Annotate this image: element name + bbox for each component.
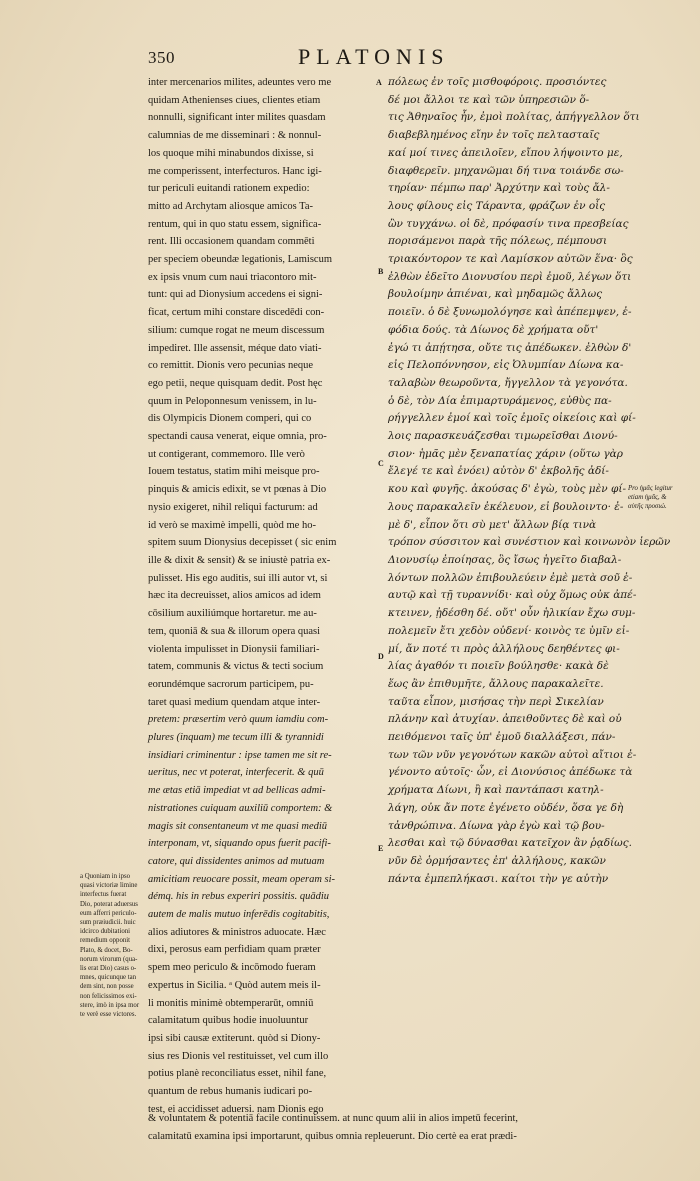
left-note-line: dem sint, non posse — [80, 983, 134, 991]
latin-text-line: id verò se maximè impelli, quòd me ho- — [148, 519, 316, 531]
latin-text-line: spitem suum Dionysius decepisset ( sic enim — [148, 537, 337, 549]
section-letter-b: B — [378, 267, 384, 276]
greek-text-line: γένοντο αὑτοῖς· ὧν, εἰ Διονύσιος ἀπέδωκε τὰ — [388, 766, 633, 779]
greek-text-line: τρόπον σύσσιτον καὶ συνέστιον καὶ κοινωνὸν ἱερῶν — [388, 536, 671, 549]
latin-text-line: mitto ad Archytam aliosque amicos Ta- — [148, 200, 313, 212]
latin-text-line: dis Olympicis Dionem comperi, qui co — [148, 413, 312, 425]
latin-text-line: los quoque mihi minabundos dixisse, si — [148, 147, 314, 159]
left-note-line: quasi victoriæ limine — [80, 882, 138, 890]
running-head: PLATONIS — [298, 44, 450, 69]
left-note-line: Plato, & docet, Bo- — [80, 946, 133, 954]
latin-text-line: nonnulli, significant inter milites quasdam — [148, 112, 326, 124]
right-note-line: etiam ἡμᾶς, & — [628, 494, 667, 502]
latin-text-line: silium: cumque rogat ne meum discessum — [148, 324, 325, 336]
greek-text-line: φόδια δούς. τὰ Δίωνος δὲ χρήματα οὔτ' — [388, 323, 599, 336]
latin-text-line: pretem: præsertim verò quum iamdiu com- — [148, 714, 329, 726]
latin-text-line: Iouem testatus, statim mihi meisque pro- — [148, 466, 320, 478]
latin-text-line: pulisset. His ego auditis, sui illi autor vt, si — [148, 572, 328, 584]
latin-text-line: eorundémque sacrorum participem, pu- — [148, 678, 314, 690]
greek-text-line: τἀνθρώπινα. Δίωνα γὰρ ἐγὼ καὶ τῷ βου- — [388, 819, 605, 832]
greek-text-line: ὁ δὲ, τὸν Δία ἐπιμαρτυράμενος, εὐθὺς πα- — [388, 394, 612, 407]
greek-text-line: λοις παρασκευάζεσθαι τιμωρεῖσθαι Διονύ- — [388, 430, 618, 443]
left-note-line: eum afferri periculo- — [80, 909, 137, 917]
greek-text-line: λόντων πολλῶν ἐπιβουλεύειν ἐμὲ μετὰ σοῦ ἑ- — [388, 571, 633, 584]
latin-text-line: tem, quoniā & sua & illorum opera quasi — [148, 625, 321, 637]
greek-text-line: ταλαβὼν θεωροῦντα, ἤγγελλον τὰ γεγονότα. — [388, 376, 628, 389]
latin-text-line: tur periculi euitandi rationem expedio: — [148, 183, 310, 195]
latin-text-line: sius res Dionis vel restituisset, vel cum illo — [148, 1050, 329, 1062]
left-note-line: a Quoniam in ipso — [80, 873, 131, 880]
page-header — [0, 44, 700, 74]
left-note-line: norum virorum (qua- — [80, 955, 138, 963]
left-note-line: te verè esse victores. — [80, 1011, 137, 1019]
latin-text-line: nistrationes cuiquam auxiliū comportem: & — [148, 802, 333, 814]
greek-text-line: βουλοίμην ἀπιέναι, καὶ μηδαμῶς ἄλλως — [388, 288, 603, 301]
right-note-line: Pro ἡμᾶς legitur — [628, 485, 673, 492]
greek-text-line: ἐλθὼν ἐδεῖτο Διονυσίου περὶ ἐμοῦ, λέγων ὅτι — [388, 270, 632, 283]
latin-text-line: amicitiam reuocare possit, meam operam si- — [148, 873, 336, 885]
latin-text-line: ille & dixit & sensit) & se iniustè patria ex- — [148, 554, 331, 566]
greek-text-line: κτεινεν, ᾐδέσθη δέ. οὔτ' οὖν ἡλικίαν ἔχω συμ- — [388, 607, 636, 620]
section-letter-d: D — [378, 652, 384, 661]
greek-text-line: ταῦτα εἶπον, μισήσας τὴν περὶ Σικελίαν — [388, 695, 604, 708]
greek-text-line: πορισάμενοι παρὰ τῆς πόλεως, πέμπουσι — [388, 235, 608, 248]
greek-text-line: πόλεως ἐν τοῖς μισθοφόροις. προσιόντες — [388, 76, 607, 88]
latin-text-line: inter mercenarios milites, adeuntes vero me — [148, 77, 332, 88]
right-note-line: αὐτῆς προσιώ. — [628, 503, 667, 511]
greek-text-line: λους φίλους εἰς Τάραντα, φράζων ἐν οἷς — [388, 199, 606, 212]
left-note-line: mnes, quicunque tan — [80, 974, 137, 982]
left-note-line: idcirco dubitationi — [80, 928, 131, 936]
latin-text-line: potius planè reconciliatus esset, nihil fane, — [148, 1068, 327, 1080]
left-note-line: non felicissimos exi- — [80, 992, 137, 1000]
latin-text-line: impediret. Ille assensit, méque dato viati- — [148, 342, 322, 354]
greek-text-line: πάντα ἐμπεπλήκασι. καίτοι τὴν γε αὐτὴν — [388, 872, 609, 885]
latin-text-line: dixi, perosus eam perfidiam quam præter — [148, 944, 321, 956]
greek-text-line: τηρίαν· πέμπω παρ' Ἀρχύτην καὶ τοὺς ἄλ- — [388, 182, 610, 195]
greek-text-line: μί, ἄν ποτέ τι πρὸς ἀλλήλους δεηθέντες φι- — [388, 642, 620, 655]
greek-text-line: ἐγώ τι ἀπῄτησα, οὔτε τις ἀπέδωκεν. ἐλθὼν δ' — [388, 341, 632, 354]
latin-text-line: calumnias de me dissеminari : & nonnul- — [148, 130, 322, 142]
latin-text-line: hæc ita decreuisset, alios amicos ad idem — [148, 590, 321, 602]
latin-text-line: catore, qui dissidentes animos ad mutuam — [148, 855, 325, 867]
latin-text-line: ego petii, neque quisquam dedit. Post hęc — [148, 377, 323, 389]
latin-text-line: rentum, qui in quo statu essem, significa- — [148, 218, 322, 230]
left-note-line: lis erat Dio) casus o- — [80, 965, 137, 973]
greek-text-line: λεσθαι καὶ τῷ δύνασθαι κατεῖχον ἂν ῥᾳδίως. — [388, 837, 632, 850]
latin-text-line: plures (inquam) me tecum illi & tyrannidi — [148, 732, 324, 744]
latin-text-line: calamitatum quibus hodie inuoluuntur — [148, 1015, 309, 1027]
greek-text-line: ρήγγελλεν ἐμοί καὶ τοῖς ἐμοῖς οἰκείοις καὶ φί- — [388, 412, 636, 425]
left-margin-note — [80, 872, 152, 1019]
left-note-line: Dio, poterat aduersus — [80, 900, 138, 908]
section-letter-a: A — [376, 78, 382, 87]
greek-text-line: πολεμεῖν ἔτι χεδὸν οὐδενί· κοινὸς τε ὑμῖν εἰ- — [388, 624, 630, 637]
latin-text-line: taret quasi medium quendam atque inter- — [148, 696, 321, 708]
latin-text-line: magis sit consentaneum vt me quasi mediū — [148, 820, 328, 832]
page-number: 350 — [148, 48, 175, 67]
left-note-line: remedium opponit — [80, 937, 131, 945]
left-note-line: stere, imò in ipsa mor — [80, 1001, 140, 1009]
latin-text-line: ficat, certum mihi constare discedēdi con- — [148, 307, 325, 319]
greek-text-line: λους παρακαλεῖν ἐκέλευον, εἰ βουλοιντο· ἐ- — [388, 500, 624, 513]
greek-text-line: καί μοί τινες ἀπειλοῖεν, εἴπου λήψοιντο με, — [388, 146, 623, 159]
greek-text-line: τριακόντορον τε καὶ Λαμίσκον αὐτῶν ἕνα· ὃς — [388, 253, 633, 266]
full-width-line-2: calamitatū examina ipsi importarunt, quibus omnia repleuerunt. Dio certè ea erat prædi- — [148, 1131, 517, 1142]
greek-text-line: αυτῷ καὶ τῇ τυραννίδι· καὶ οὐχ ὅμως οὐκ ἀπέ- — [388, 589, 637, 602]
latin-text-line: ipsi sibi causæ extiterunt. quòd si Diony- — [148, 1032, 321, 1044]
greek-text-line: ποιεῖν. ὁ δὲ ξυνωμολόγησε καὶ ἀπέπεμψεν, ἐ- — [388, 306, 632, 319]
section-letter-c: C — [378, 459, 384, 468]
latin-text-line: expertus in Sicilia. ᵃ Quòd autem meis il- — [148, 979, 321, 991]
greek-text-line: λάγη, οὐκ ἄν ποτε ἐγένετο οὐδέν, ὅσα γε δὴ — [388, 801, 624, 814]
latin-text-line: cōsilium auxiliúmque hortaretur. me au- — [148, 608, 317, 620]
latin-text-line: démq. his in rebus experiri possitis. quādiu — [148, 891, 330, 903]
latin-text-line: test, ei accidisset aduersi. nam Dionis ego — [148, 1103, 324, 1115]
section-letter-e: E — [378, 844, 384, 853]
latin-text-line: spem meo periculo & incōmodo fueram — [148, 962, 316, 974]
greek-text-line: διαφθερεῖν. μηχανῶμαι δή τινα τοιάνδε σω- — [388, 164, 624, 177]
greek-text-line: εἰς Πελοπόννησον, εἰς Ὀλυμπίαν Δίωνα κα- — [388, 359, 624, 372]
greek-text-line: κου καὶ φυγῆς. ἀκούσας δ' ἐγὼ, τοὺς μὲν φί- — [388, 483, 626, 496]
latin-text-line: autem de malis mutuo inferēdis cogitabitis, — [148, 909, 330, 921]
latin-text-line: ut contigerant, commemoro. Ille verò — [148, 448, 305, 460]
greek-text-line: μὲ δ', εἶπον ὅτι σὺ μετ' ἄλλων βίᾳ τινὰ — [388, 518, 597, 531]
greek-text-line: λίας ἀγαθόν τι ποιεῖν βούλησθε· κακὰ δὲ — [388, 660, 609, 673]
greek-text-line: Διονυσίῳ ἐποίησας, ὃς ἴσως ἡγεῖτο διαβαλ- — [388, 553, 622, 566]
latin-text-line: nysio exigeret, nihil reliqui facturum: ad — [148, 501, 318, 513]
greek-text-line: διαβεβλημένος εἴην ἐν τοῖς πελτασταῖς — [388, 129, 600, 142]
greek-text-line: των τῶν νῦν γεγονότων κακῶν αὐτοὶ αἴτιοι ἐ- — [388, 748, 637, 761]
latin-text-line: ex ipsis vnum cum naui triacontoro mit- — [148, 271, 317, 283]
greek-text-line: χρήματα Δίωνι, ἢ καὶ παντάπασι κατηλ- — [388, 784, 604, 797]
greek-text-line: τις Ἀθηναῖος ἦν, ἐμοὶ πολίτας, ἀπήγγελλον ὅτι — [388, 111, 640, 124]
latin-text-line: interponam, vt, siquando opus fuerit pacifi- — [148, 838, 331, 850]
latin-text-line: rent. Illi occasionem quandam commēti — [148, 236, 315, 248]
greek-text-line: πλάνην καὶ ἀτυχίαν. ἀπειθοῦντες δὲ καὶ οὐ — [388, 713, 622, 726]
latin-text-line: alios adiutores & ministros aduocate. Hæc — [148, 926, 326, 938]
latin-text-line: spectandi causa venerat, eique omnia, pro- — [148, 431, 327, 443]
latin-text-line: insidiari criminentur : ipse tamen me sit re- — [148, 749, 332, 761]
left-note-line: interfectus fuerat — [80, 891, 127, 899]
latin-text-line: quidam Athenienses ciues, clientes etiam — [148, 94, 321, 106]
latin-column — [148, 74, 372, 1118]
greek-text-line: νῦν δὲ ὁρμήσαντες ἐπ' ἀλλήλους, κακῶν — [388, 854, 606, 867]
latin-text-line: per speciem obeundæ legationis, Lamiscum — [148, 254, 332, 266]
latin-text-line: quum in Peloponnesum venissem, in lu- — [148, 395, 317, 407]
greek-text-line: σιον· ἡμᾶς μὲν ξεναπατίας χάριν (οὕτω γὰρ — [388, 447, 623, 460]
latin-text-line: me ætas etiā impediat vt ad bellicas admi- — [148, 785, 326, 797]
right-margin-note — [628, 484, 694, 512]
latin-text-line: pinquis & amicis edixit, se vt pœnas à Dio — [148, 484, 327, 496]
latin-text-line: co remittit. Dionis vero pecunias neque — [148, 360, 314, 372]
latin-text-line: li monitis minimè obtemperarūt, omniū — [148, 997, 314, 1009]
greek-text-line: πειθόμενοι ταῖς ὑπ' ἐμοῦ διαλλάξεσι, πάν- — [388, 731, 616, 744]
latin-text-line: violenta impulisset in Dionysii familiari- — [148, 643, 320, 655]
greek-text-line: δέ μοι ἄλλοι τε καὶ τῶν ὑπηρεσιῶν ὅ- — [388, 93, 590, 106]
latin-text-line: tatem, communis & victus & tecti socium — [148, 661, 324, 673]
full-width-line-1: & voluntatem & potentiā facile continuissem. at nunc quum alii in alios impetū fecerint, — [148, 1113, 519, 1124]
left-note-line: sum præiudicii. huic — [80, 919, 136, 927]
latin-text-line: quantum de rebus humanis iudicari po- — [148, 1086, 313, 1098]
greek-text-line: ἕως ἂν ἐπιθυμῆτε, ἄλλους παρακαλεῖτε. — [388, 677, 604, 690]
latin-text-line: me comperissent, interfecturos. Hanc igi- — [148, 165, 322, 177]
latin-text-line: tunt: qui ad Dionysium accedens ei signi- — [148, 289, 323, 301]
latin-text-line: ueritus, nec vt poterat, interfecerit. & quū — [148, 767, 324, 779]
greek-text-line: ἔλεγέ τε καὶ ἐνόει) αὐτὸν δ' ἐκβολῆς ἀδί- — [388, 465, 609, 478]
greek-text-line: ὢν τυγχάνω. οἱ δὲ, πρόφασίν τινα πρεσβείας — [388, 217, 629, 230]
